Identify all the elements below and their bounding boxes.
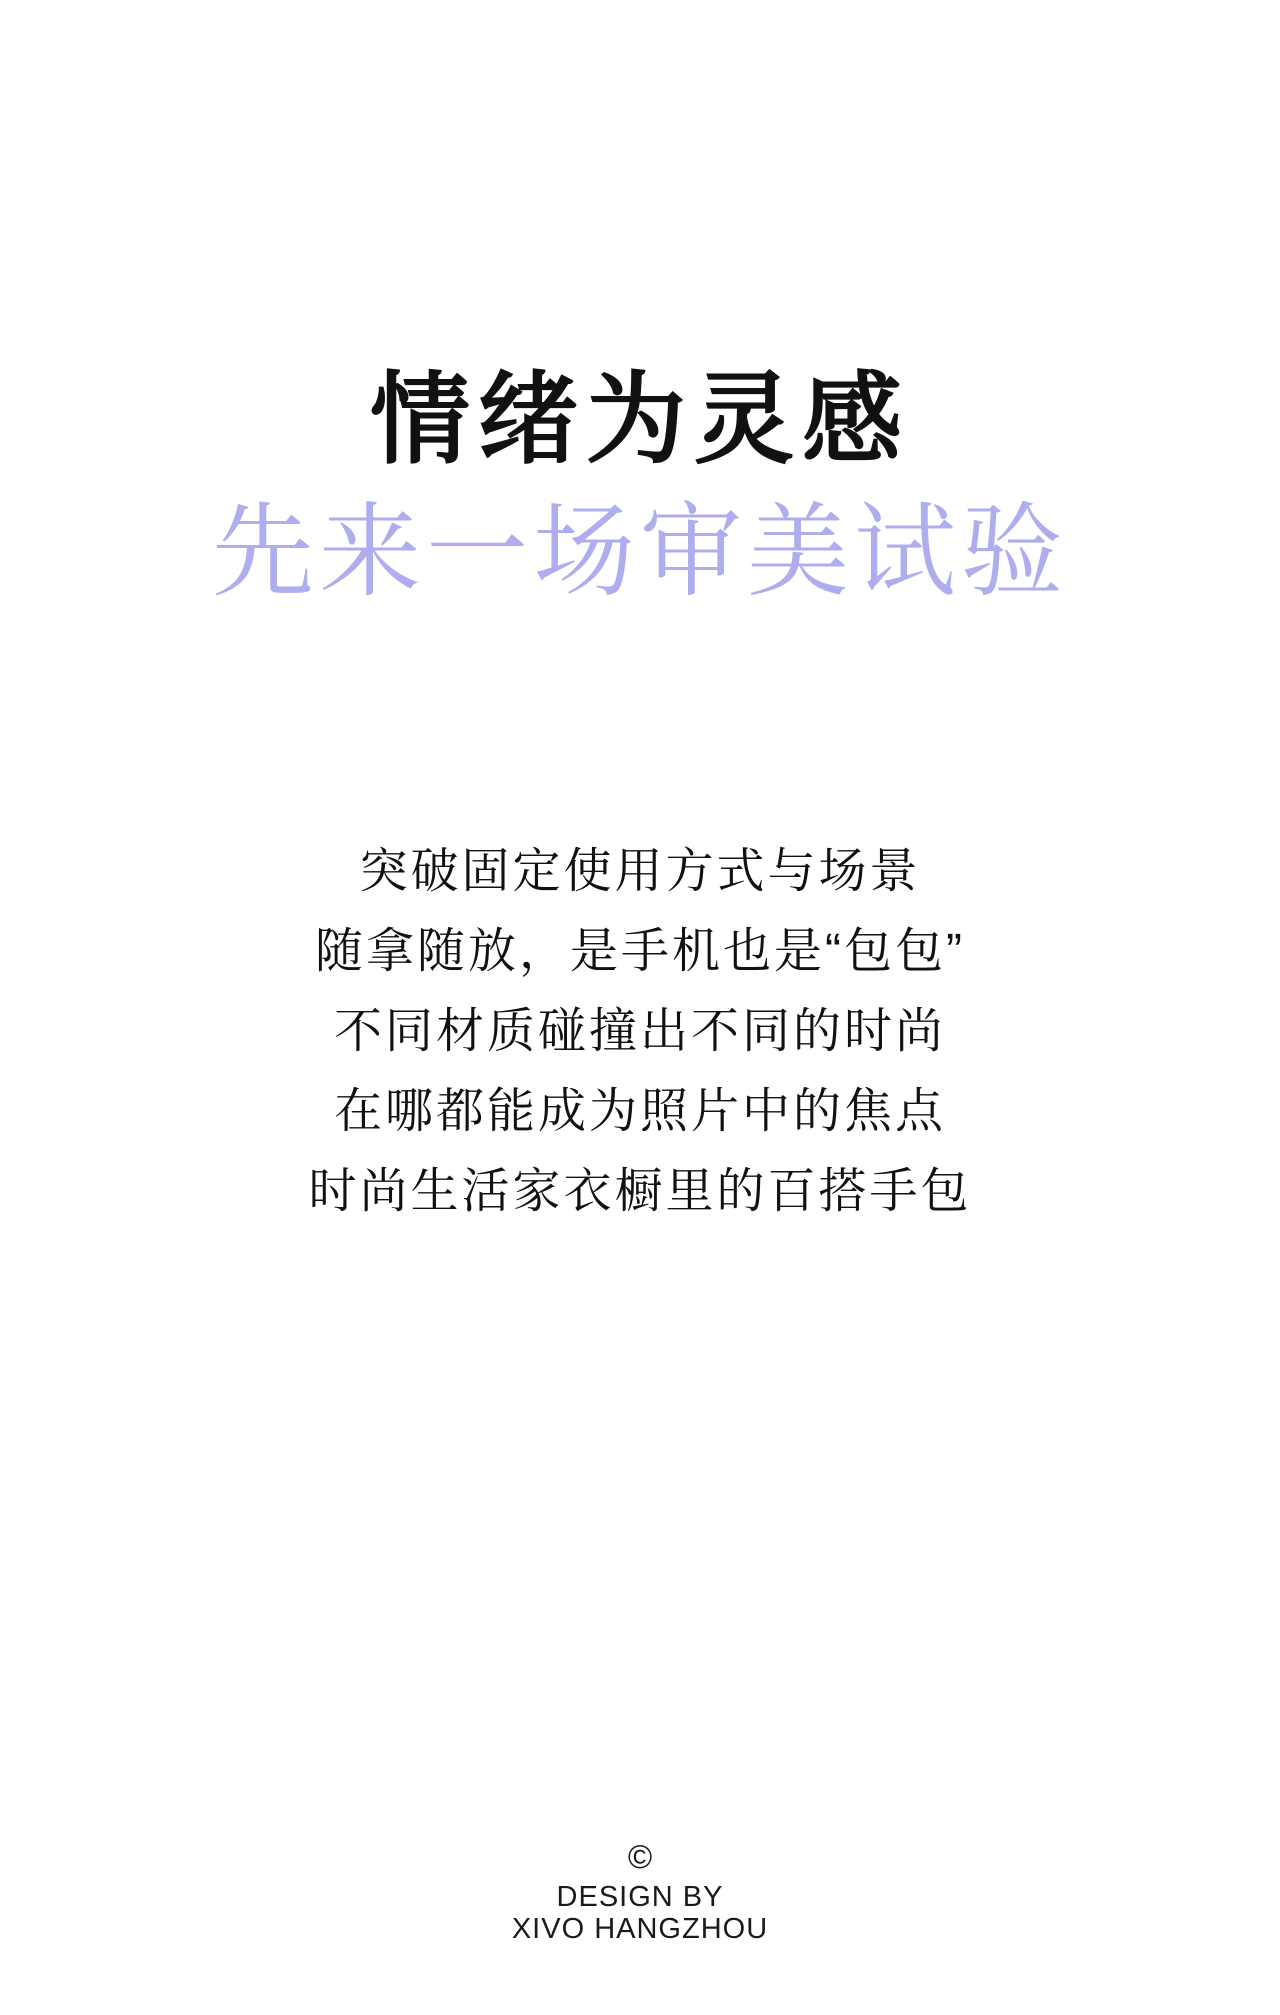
- description-line: 随拿随放，是手机也是“包包”: [315, 925, 965, 978]
- page-subtitle: 先来一场审美试验: [212, 495, 1068, 609]
- page-title: 情绪为灵感: [370, 364, 910, 476]
- credit-line-design-by: DESIGN BY: [556, 1881, 724, 1913]
- footer-credit: [0, 1840, 1280, 1945]
- copyright-icon: ©: [627, 1838, 653, 1875]
- credit-line-studio-name: XIVO HANGZHOU: [511, 1913, 769, 1945]
- description-line: 在哪都能成为照片中的焦点: [333, 1085, 946, 1138]
- description-paragraph: [0, 832, 1280, 1232]
- description-line: 时尚生活家衣橱里的百搭手包: [308, 1165, 972, 1218]
- description-line: 突破固定使用方式与场景: [359, 845, 921, 898]
- description-line: 不同材质碰撞出不同的时尚: [333, 1005, 946, 1058]
